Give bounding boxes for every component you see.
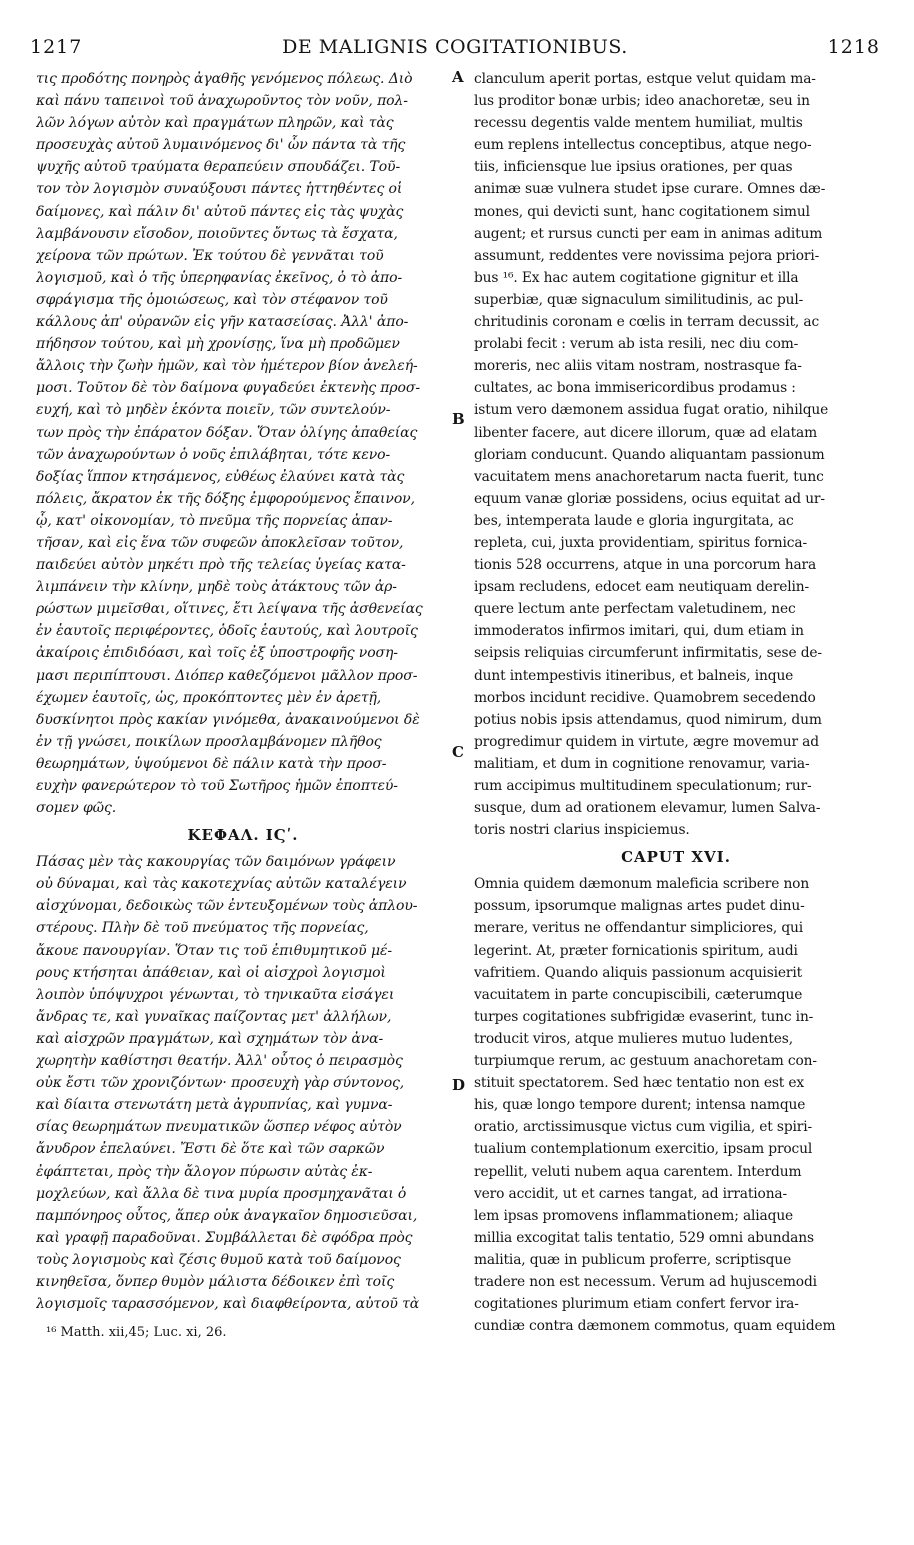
greek-text-line: ἐν τῇ γνώσει, ποικίλων προσλαμβάνομεν πλῆθος	[36, 733, 382, 750]
greek-text-line: τῆσαν, καὶ εἰς ἕνα τῶν συφεῶν ἀποκλεῖσαν τοῦτον,	[36, 534, 404, 551]
greek-text-line: χωρητὴν καθίστησι θεατήν. Ἀλλ' οὗτος ὁ πειρασμὸς	[36, 1053, 403, 1070]
latin-text-line: troducit viros, atque mulieres mutuo ludentes,	[474, 1030, 793, 1047]
greek-text-line: λογισμοῦ, καὶ ὁ τῆς ὑπερηφανίας ἐκεῖνος, ὁ τὸ ἀπο-	[36, 269, 403, 286]
greek-text-line: λιμπάνειν τὴν κλίνην, μηδὲ τοὺς ἀτάκτους τῶν ἀρ-	[36, 579, 397, 596]
greek-text-line: οὐκ ἔστι τῶν χρονιζόντων· προσευχὴ γὰρ σύντονος,	[36, 1075, 405, 1092]
latin-text-line: tradere non est necessum. Verum ad hujuscemodi	[474, 1273, 817, 1290]
latin-text-line: lem ipsas promovens inflammationem; aliaque	[474, 1207, 794, 1224]
greek-text-line: παμπόνηρος οὗτος, ἅπερ οὐκ ἀναγκαῖον δημοσιεῦσαι,	[36, 1207, 418, 1224]
latin-text-line: moreris, nec aliis vitam nostram, nostrasque fa-	[474, 358, 802, 375]
latin-text-line: equum vanæ gloriæ possidens, ocius equitat ad ur-	[474, 490, 825, 507]
latin-text-line: progredimur quidem in virtute, ægre movemur ad	[474, 733, 819, 750]
greek-text-line: τῶν ἀναχωρούντων ὁ νοῦς ἐπιλάβηται, τότε κενο-	[36, 446, 391, 463]
running-title: DE MALIGNIS COGITATIONIBUS.	[282, 36, 628, 58]
greek-text-line: ἄλλοις τὴν ζωὴν ἡμῶν, καὶ τὸν ἡμέτερον βίον ἀνελεή-	[36, 358, 418, 375]
greek-text-line: δυσκίνητοι πρὸς κακίαν γινόμεθα, ἀνακαινούμενοι δὲ	[36, 711, 420, 728]
greek-text-line: οὐ δύναμαι, καὶ τὰς κακοτεχνίας αὐτῶν καταλέγειν	[36, 876, 407, 893]
greek-text-line: αἰσχύνομαι, δεδοικὼς τῶν ἐντευξομένων τοὺς ἁπλου-	[36, 898, 418, 915]
latin-text-line: his, quæ longo tempore durent; intensa namque	[474, 1097, 806, 1114]
greek-text-line: λαμβάνουσιν εἴσοδον, ποιοῦντες ὄντως τὰ ἔσχατα,	[36, 225, 398, 242]
greek-text-line: ἀκαίροις ἐπιδιδόασι, καὶ τοῖς ἐξ ὑποστροφῆς νοση-	[36, 645, 398, 662]
greek-text-line: μασι περιπίπτουσι. Διόπερ καθεζόμενοι μᾶλλον προσ-	[36, 667, 418, 684]
greek-text-line: μοσι. Τοῦτον δὲ τὸν δαίμονα φυγαδεύει ἐκτενὴς προσ-	[36, 380, 420, 397]
latin-text-line: istum vero dæmonem assidua fugat oratio, nihilque	[474, 402, 829, 419]
latin-text-line: turpiumque rerum, ac gestuum anachoretam con-	[474, 1053, 817, 1070]
latin-text-line: malitia, quæ in publicum proferre, scriptisque	[474, 1251, 792, 1268]
greek-text-line: Πάσας μὲν τὰς κακουργίας τῶν δαιμόνων γράφειν	[36, 854, 396, 871]
latin-text-line: repellit, veluti nubem aqua carentem. Interdum	[474, 1163, 802, 1180]
latin-text-line: oratio, arctissimusque victus cum vigilia, et spiri-	[474, 1119, 813, 1136]
latin-text-line: dunt intempestivis itineribus, et balneis, inque	[474, 667, 794, 684]
greek-text-block-2	[36, 851, 450, 1315]
greek-text-line: τις προδότης πονηρὸς ἀγαθῆς γενόμενος πόλεως. Διὸ	[36, 71, 413, 87]
greek-text-line: παιδεύει αὐτὸν μηκέτι πρὸ τῆς τελείας ὑγείας κατα-	[36, 557, 406, 574]
greek-text-line: ἄνυδρον ἐπελαύνει. Ἔστι δὲ ὅτε καὶ τῶν σαρκῶν	[36, 1141, 385, 1158]
greek-text-line: ευχή, καὶ τὸ μηδὲν ἑκόντα ποιεῖν, τῶν συντελούν-	[36, 402, 391, 419]
greek-text-block-1	[36, 68, 450, 819]
greek-text-line: δοξίας ἵππον κτησάμενος, εὐθέως ἐλαύνει κατὰ τὰς	[36, 468, 405, 485]
greek-text-line: ἐν ἑαυτοῖς περιφέροντες, ὁδοῖς ἑαυτούς, καὶ λουτροῖς	[36, 623, 418, 640]
greek-text-line: λογισμοῖς ταρασσόμενον, καὶ διαφθείροντα, αὐτοῦ τὰ	[36, 1296, 420, 1313]
greek-text-line: καὶ αἰσχρῶν πραγμάτων, καὶ σχημάτων τὸν ἀνα-	[36, 1030, 384, 1047]
latin-text-line: augent; et rursus cuncti per eam in animas aditum	[474, 225, 823, 242]
latin-text-line: possum, ipsorumque malignas artes pudet dinu-	[474, 898, 805, 915]
margin-marker-b: B	[452, 410, 465, 428]
margin-marker-d: D	[452, 1076, 466, 1094]
greek-text-line: κάλλους ἀπ' οὐρανῶν εἰς γῆν κατασείσας. Ἀλλ' ἀπο-	[36, 314, 409, 331]
latin-text-line: legerint. At, præter fornicationis spiritum, audi	[474, 942, 798, 959]
margin-marker-c: C	[452, 743, 464, 761]
page-number-left: 1217	[30, 36, 83, 58]
greek-text-line: καὶ γραφῇ παραδοῦναι. Συμβάλλεται δὲ σφόδρα πρὸς	[36, 1229, 413, 1246]
greek-text-line: προσευχὰς αὐτοῦ λυμαινόμενος δι' ὧν πάντα τὰ τῆς	[36, 137, 406, 154]
greek-text-line: κινηθεῖσα, ὅνπερ θυμὸν μάλιστα δέδοικεν ἐπὶ τοῖς	[36, 1273, 395, 1290]
greek-text-line: πήδησον τούτου, καὶ μὴ χρονίσῃς, ἵνα μὴ προδῶμεν	[36, 336, 400, 353]
latin-text-line: vafritiem. Quando aliquis passionum acquisierit	[474, 964, 803, 981]
latin-text-block-1	[474, 68, 878, 841]
greek-text-line: δαίμονες, καὶ πάλιν δι' αὐτοῦ πάντες εἰς τὰς ψυχὰς	[36, 203, 404, 220]
latin-text-line: cundiæ contra dæmonem commotus, quam equidem	[474, 1318, 836, 1335]
latin-text-line: merare, veritus ne offendantur simpliciores, qui	[474, 920, 804, 937]
latin-text-line: tualium contemplationum exercitio, ipsam procul	[474, 1141, 813, 1158]
latin-text-line: tionis 528 occurrens, atque in una porcorum hara	[474, 557, 817, 574]
greek-text-line: στέρους. Πλὴν δὲ τοῦ πνεύματος τῆς πορνείας,	[36, 920, 369, 937]
latin-text-line: eum replens intellectus conceptibus, atque nego-	[474, 137, 812, 154]
greek-text-line: ψυχῆς αὐτοῦ τραύματα θεραπεύειν σπουδάζει. Τοῦ-	[36, 159, 401, 176]
latin-text-line: quere lectum ante perfectam valetudinem, nec	[474, 601, 796, 618]
latin-text-line: chritudinis coronam e cœlis in terram decussit, ac	[474, 314, 820, 331]
greek-text-line: μοχλεύων, καὶ ἄλλα δὲ τινα μυρία προσμηχανᾶται ὁ	[36, 1185, 407, 1202]
greek-text-line: τοὺς λογισμοὺς καὶ ζέσις θυμοῦ κατὰ τοῦ δαίμονος	[36, 1251, 401, 1268]
greek-text-line: ἄνδρας τε, καὶ γυναῖκας παίζοντας μετ' ἀλλήλων,	[36, 1008, 392, 1025]
latin-text-line: gloriam conducunt. Quando aliquantam passionum	[474, 446, 825, 463]
latin-text-line: seipsis reliquias circumferunt infirmitatis, sese de-	[474, 645, 822, 662]
greek-text-line: λῶν λόγων αὐτὸν καὶ πραγμάτων πληρῶν, καὶ τὰς	[36, 115, 394, 132]
greek-text-line: ἄκουε πανουργίαν. Ὅταν τις τοῦ ἐπιθυμητικοῦ μέ-	[36, 942, 392, 959]
latin-text-line: tiis, inficiensque lue ipsius orationes, per quas	[474, 159, 793, 176]
latin-text-line: toris nostri clarius inspiciemus.	[474, 822, 690, 839]
latin-text-line: cultates, ac bona immisericordibus prodamus :	[474, 380, 796, 397]
latin-text-line: rum accipimus multitudinem speculationum; rur-	[474, 778, 812, 794]
greek-text-line: ἐφάπτεται, πρὸς τὴν ἄλογον πύρωσιν αὐτὰς ἐκ-	[36, 1163, 373, 1180]
margin-marker-a: A	[452, 68, 464, 86]
greek-text-line: τον τὸν λογισμὸν συναύξουσι πάντες ἡττηθέντες οἱ	[36, 181, 403, 198]
latin-text-line: morbos incidunt recidive. Quamobrem secedendo	[474, 689, 816, 706]
greek-text-line: χείρονα τῶν πρώτων. Ἐκ τούτου δὲ γεννᾶται τοῦ	[36, 247, 384, 264]
greek-text-line: πόλεις, ἄκρατον ἐκ τῆς δόξης ἐμφορούμενος ἔπαινον,	[36, 490, 415, 507]
latin-column	[474, 68, 878, 1337]
latin-text-line: turpes cogitationes subfrigidæ evaserint, tunc in-	[474, 1008, 814, 1025]
greek-text-line: των πρὸς τὴν ἐπάρατον δόξαν. Ὅταν ὀλίγης ἀπαθείας	[36, 424, 418, 441]
latin-text-line: repleta, cui, juxta providentiam, spiritus fornica-	[474, 534, 807, 551]
latin-text-line: stituit spectatorem. Sed hæc tentatio non est ex	[474, 1075, 805, 1092]
latin-text-line: Omnia quidem dæmonum maleficia scribere non	[474, 876, 810, 893]
latin-text-line: clanculum aperit portas, estque velut quidam ma-	[474, 71, 816, 87]
latin-text-line: animæ suæ vulnera studet ipse curare. Omnes dæ-	[474, 181, 826, 198]
greek-text-line: σίας θεωρημάτων πνευματικῶν ὥσπερ νέφος αὐτὸν	[36, 1119, 402, 1136]
greek-text-line: καὶ δίαιτα στενωτάτη μετὰ ἀγρυπνίας, καὶ γυμνα-	[36, 1097, 393, 1114]
greek-text-line: ευχὴν φανερώτερον τὸ τοῦ Σωτῆρος ἡμῶν ἐποπτεύ-	[36, 778, 398, 794]
latin-text-line: bus ¹⁶. Ex hac autem cogitatione gignitur et illa	[474, 269, 799, 286]
latin-text-line: superbiæ, quæ signaculum similitudinis, ac pul-	[474, 291, 804, 308]
latin-chapter-heading: CAPUT XVI.	[621, 848, 731, 867]
greek-text-line: σομεν φῶς.	[36, 800, 117, 817]
greek-text-line: ρους κτήσηται ἀπάθειαν, καὶ οἱ αἰσχροὶ λογισμοὶ	[36, 964, 386, 981]
latin-text-line: bes, intemperata laude e gloria ingurgitata, ac	[474, 512, 794, 529]
greek-text-line: καὶ πάνυ ταπεινοὶ τοῦ ἀναχωροῦντος τὸν νοῦν, πολ-	[36, 93, 408, 110]
footnote: ¹⁶ Matth. xii,45; Luc. xi, 26.	[46, 1325, 227, 1341]
greek-text-line: έχωμεν ἑαυτοῖς, ὡς, προκόπτοντες μὲν ἐν ἀρετῇ,	[36, 689, 382, 706]
latin-text-line: assumunt, reddentes vere novissima pejora priori-	[474, 247, 820, 264]
latin-text-line: mones, qui devicti sunt, hanc cogitationem simul	[474, 203, 810, 220]
latin-text-line: vacuitatem mens anachoretarum nacta fuerit, tunc	[474, 468, 824, 485]
greek-text-line: ᾧ, κατ' οἰκονομίαν, τὸ πνεῦμα τῆς πορνείας ἀπαν-	[36, 512, 393, 529]
latin-text-line: cogitationes plurimum etiam confert fervor ira-	[474, 1296, 799, 1313]
latin-text-line: lus proditor bonæ urbis; ideo anachoretæ, seu in	[474, 93, 810, 110]
greek-text-line: θεωρημάτων, ὑψούμενοι δὲ πάλιν κατὰ τὴν προσ-	[36, 755, 387, 772]
latin-text-line: ipsam recludens, edocet eam neutiquam derelin-	[474, 579, 810, 596]
page-number-right: 1218	[827, 36, 880, 58]
latin-text-line: prolabi fecit : verum ab ista resili, nec diu com-	[474, 336, 799, 353]
latin-text-line: potius nobis ipsis attendamus, quod nimirum, dum	[474, 711, 822, 728]
greek-column	[36, 68, 450, 1340]
latin-text-block-2	[474, 873, 878, 1337]
greek-text-line: λοιπὸν ὑπόψυχροι γένωνται, τὸ τηνικαῦτα εἰσάγει	[36, 986, 395, 1003]
greek-text-line: ρώστων μιμεῖσθαι, οἵτινες, ἔτι λείψανα τῆς ἀσθενείας	[36, 601, 423, 618]
latin-text-line: millia excogitat talis tentatio, 529 omni abundans	[474, 1229, 814, 1246]
page-header	[30, 36, 880, 66]
latin-text-line: libenter facere, aut dicere illorum, quæ ad elatam	[474, 424, 818, 441]
latin-text-line: recessu degentis valde mentem humiliat, multis	[474, 115, 803, 132]
latin-text-line: vero accidit, ut et carnes tangat, ad irrationa-	[474, 1185, 788, 1202]
latin-text-line: vacuitatem in parte concupiscibili, cæterumque	[474, 986, 803, 1003]
latin-text-line: susque, dum ad orationem elevamur, lumen Salva-	[474, 800, 821, 817]
greek-text-line: σφράγισμα τῆς ὁμοιώσεως, καὶ τὸν στέφανον τοῦ	[36, 291, 388, 308]
latin-text-line: malitiam, et dum in cognitione renovamur, varia-	[474, 755, 810, 772]
latin-text-line: immoderatos infirmos imitari, qui, dum etiam in	[474, 623, 804, 640]
greek-chapter-heading: ΚΕΦΑΛ. ΙϚʹ.	[187, 826, 299, 845]
